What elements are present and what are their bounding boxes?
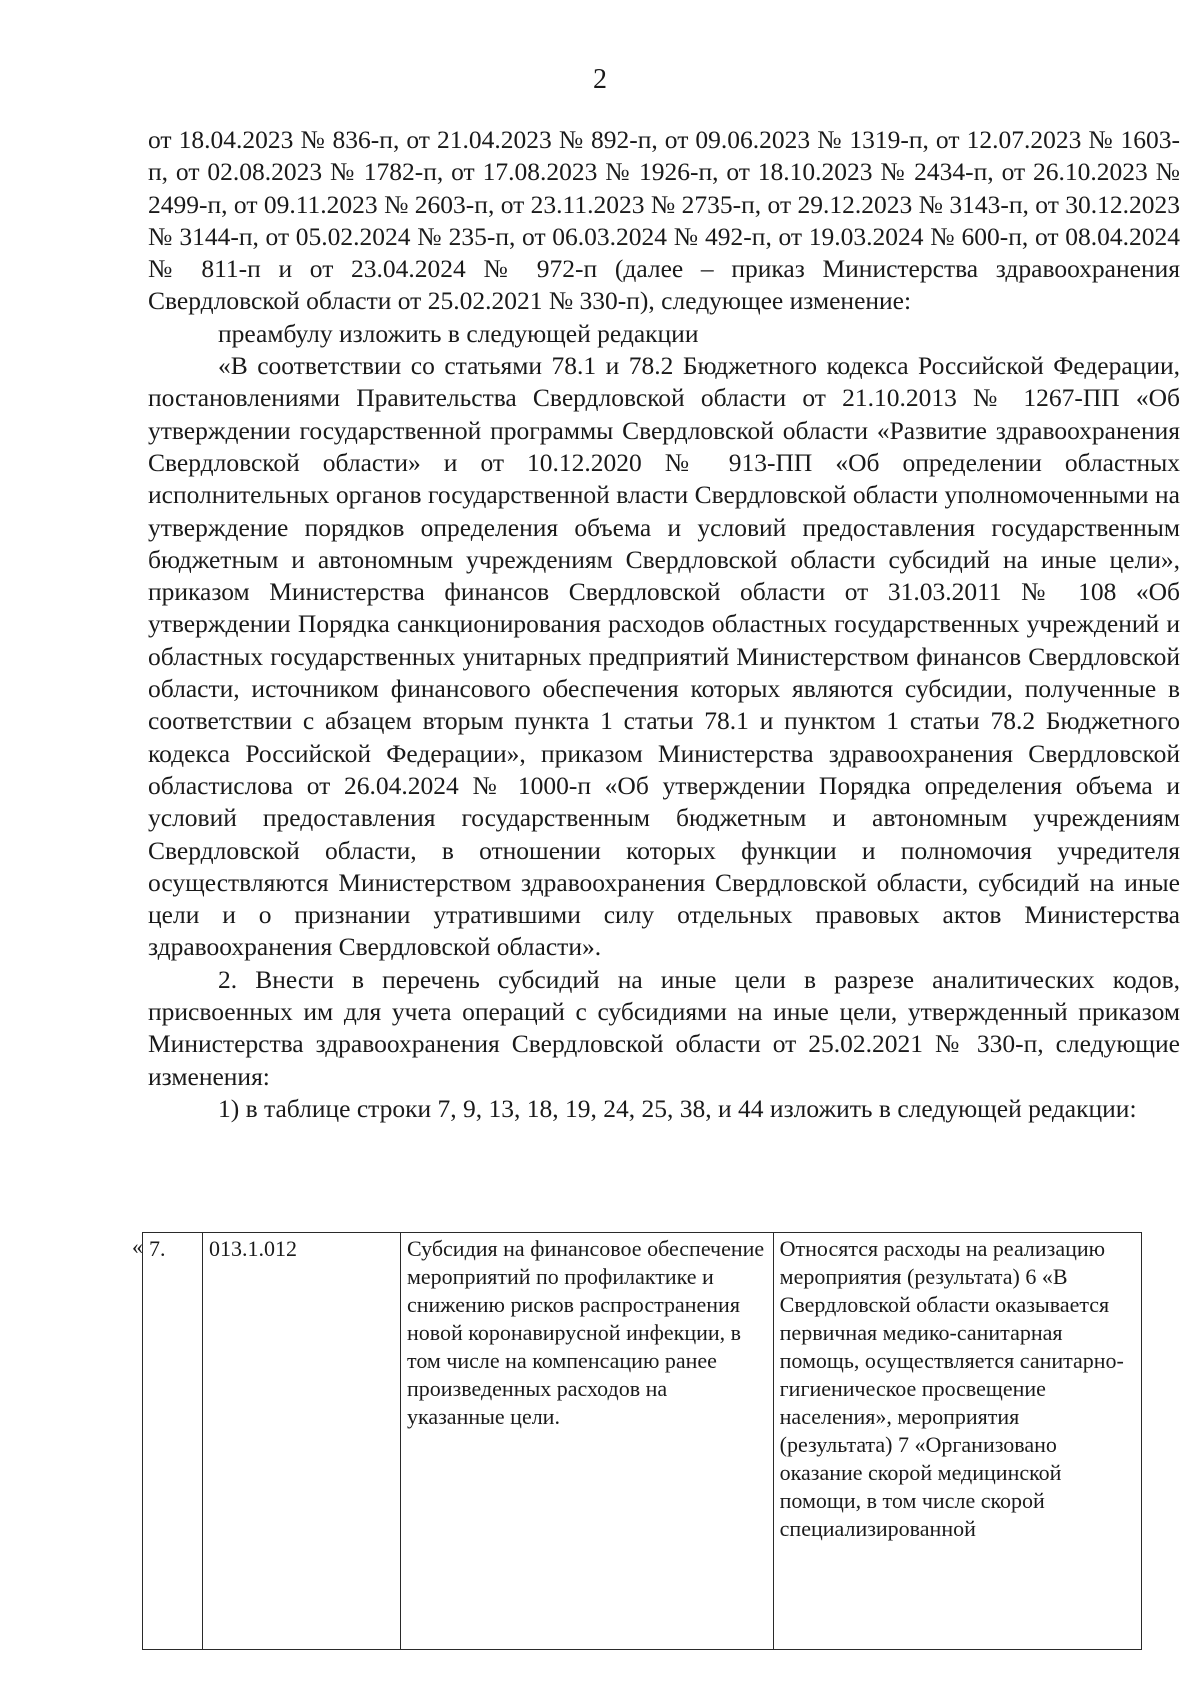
document-body (148, 124, 1180, 1125)
opening-quote: « (132, 1234, 143, 1259)
cell-subsidy-name: Субсидия на финансовое обеспечение мероприятий по профилактике и снижению рисков распространения новой коронавирусной инфекции, в том числе на компенсацию ранее произведенных расходов на указанные цели. (401, 1233, 774, 1650)
cell-row-number: 7. (143, 1233, 203, 1650)
paragraph-preamble-text: «В соответствии со статьями 78.1 и 78.2 Бюджетного кодекса Российской Федерации, постановлениями Правительства Свердловской области от 21.10.2013 № 1267-ПП «Об утверждении государственной программы Свердловской области «Развитие здравоохранения Свердловской области» и от 10.12.2020 № 913-ПП «Об определении областных исполнительных органов государственной власти Свердловской области уполномоченными на утверждение порядков определения объема и условий предоставления государственным бюджетным и автономным учреждениям Свердловской области субсидий на иные цели», приказом Министерства финансов Свердловской области от 31.03.2011 № 108 «Об утверждении Порядка санкционирования расходов областных государственных учреждений и областных государственных унитарных предприятий Министерством финансов Свердловской области, источником финансового обеспечения которых являются субсидии, полученные в соответствии с абзацем вторым пункта 1 статьи 78.1 и пунктом 1 статьи 78.2 Бюджетного кодекса Российской Федерации», приказом Министерства здравоохранения Свердловской областислова от 26.04.2024 № 1000-п «Об утверждении Порядка определения объема и условий предоставления государственным бюджетным и автономным учреждениям Свердловской области, в отношении которых функции и полномочия учредителя осуществляются Министерством здравоохранения Свердловской области, субсидий на иные цели и о признании утратившими силу отдельных правовых актов Министерства здравоохранения Свердловской области». (148, 351, 1180, 962)
paragraph-preamble-instruction: преамбулу изложить в следующей редакции (218, 318, 699, 348)
paragraph-subitem-1: 1) в таблице строки 7, 9, 13, 18, 19, 24, 25, 38, и 44 изложить в следующей редакции: (218, 1093, 1137, 1123)
page-number: 2 (593, 64, 607, 95)
paragraph-amendment-list: от 18.04.2023 № 836-п, от 21.04.2023 № 892-п, от 09.06.2023 № 1319-п, от 12.07.2023 № 1603-п, от 02.08.2023 № 1782-п, от 17.08.2023 № 1926-п, от 18.10.2023 № 2434-п, от 26.10.2023 № 2499-п, от 09.11.2023 № 2603-п, от 23.11.2023 № 2735-п, от 29.12.2023 № 3143-п, от 30.12.2023 № 3144-п, от 05.02.2024 № 235-п, от 06.03.2024 № 492-п, от 19.03.2024 № 600-п, от 08.04.2024 № 811-п и от 23.04.2024 № 972-п (далее – приказ Министерства здравоохранения Свердловской области от 25.02.2021 № 330-п), следующее изменение: (148, 125, 1180, 316)
subsidy-table-wrapper (132, 1232, 1142, 1650)
cell-analytic-code: 013.1.012 (203, 1233, 401, 1650)
paragraph-item-2: 2. Внести в перечень субсидий на иные цели в разрезе аналитических кодов, присвоенных им для учета операций с субсидиями на иные цели, утвержденный приказом Министерства здравоохранения Свердловской области от 25.02.2021 № 330-п, следующие изменения: (148, 964, 1180, 1091)
cell-subsidy-description: Относятся расходы на реализацию мероприятия (результата) 6 «В Свердловской области оказывается первичная медико-санитарная помощь, осуществляется санитарно-гигиеническое просвещение населения», мероприятия (результата) 7 «Организовано оказание скорой медицинской помощи, в том числе скорой специализированной (773, 1233, 1141, 1650)
table-row (143, 1233, 1142, 1650)
subsidy-table (142, 1232, 1142, 1650)
